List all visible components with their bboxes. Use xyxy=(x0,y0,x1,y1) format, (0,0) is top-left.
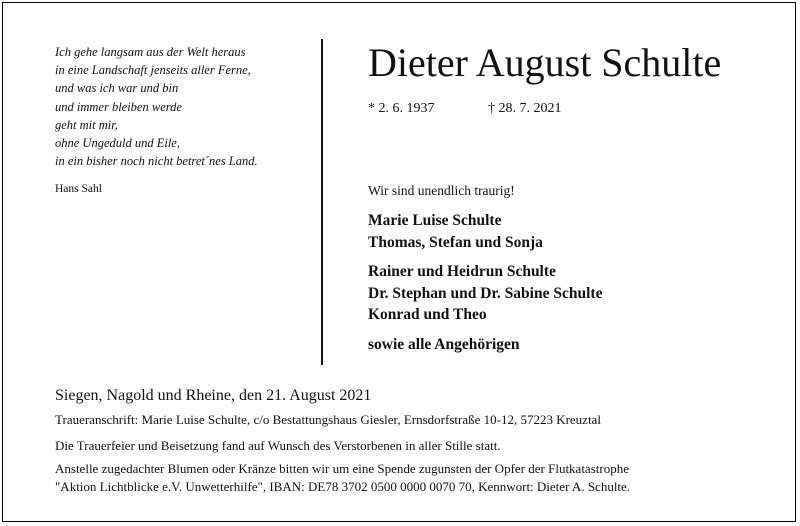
mourner-name: Marie Luise Schulte xyxy=(368,212,502,229)
poem-line: Ich gehe langsam aus der Welt heraus xyxy=(55,45,246,59)
donation-details: "Aktion Lichtblicke e.V. Unwetterhilfe", IBAN: DE78 3702 0500 0000 0070 70, Kennwort: Dieter A. Schulte. xyxy=(55,479,631,494)
place-and-date: Siegen, Nagold und Rheine, den 21. August 2021 xyxy=(55,387,372,404)
deceased-name: Dieter August Schulte xyxy=(368,40,722,85)
ceremony-note: Die Trauerfeier und Beisetzung fand auf Wunsch des Verstorbenen in aller Stille statt. xyxy=(55,438,501,453)
mourning-intro: Wir sind unendlich traurig! xyxy=(368,183,515,198)
poem-author: Hans Sahl xyxy=(55,183,102,195)
mourner-name: Konrad und Theo xyxy=(368,306,487,323)
birth-date: * 2. 6. 1937 xyxy=(368,101,435,116)
obituary-notice xyxy=(2,2,796,522)
donation-request: Anstelle zugedachter Blumen oder Kränze bitten wir um eine Spende zugunsten der Opfer der Flutkatastrophe xyxy=(55,461,629,476)
poem-line: geht mit mir, xyxy=(55,117,118,132)
mourning-address: Traueranschrift: Marie Luise Schulte, c/o Bestattungshaus Giesler, Ernsdorfstraße 10-12, 57223 Kreuztal xyxy=(55,412,601,427)
death-date: † 28. 7. 2021 xyxy=(488,101,562,116)
poem-line: in ein bisher noch nicht betret´nes Land. xyxy=(55,154,258,169)
poem-line: und immer bleiben werde xyxy=(55,99,182,114)
mourner-name: Rainer und Heidrun Schulte xyxy=(368,263,556,280)
mourner-name: Dr. Stephan und Dr. Sabine Schulte xyxy=(368,284,603,302)
poem-line: in eine Landschaft jenseits aller Ferne, xyxy=(55,63,251,78)
poem xyxy=(55,43,305,170)
mourner-group xyxy=(368,261,602,326)
mourner-name: Thomas, Stefan und Sonja xyxy=(368,233,543,251)
vertical-divider xyxy=(321,39,323,365)
poem-line: und was ich war und bin xyxy=(55,81,179,96)
mourner-group xyxy=(368,210,543,253)
mourners-closing: sowie alle Angehörigen xyxy=(368,336,520,353)
poem-line: ohne Ungeduld und Eile, xyxy=(55,136,180,151)
